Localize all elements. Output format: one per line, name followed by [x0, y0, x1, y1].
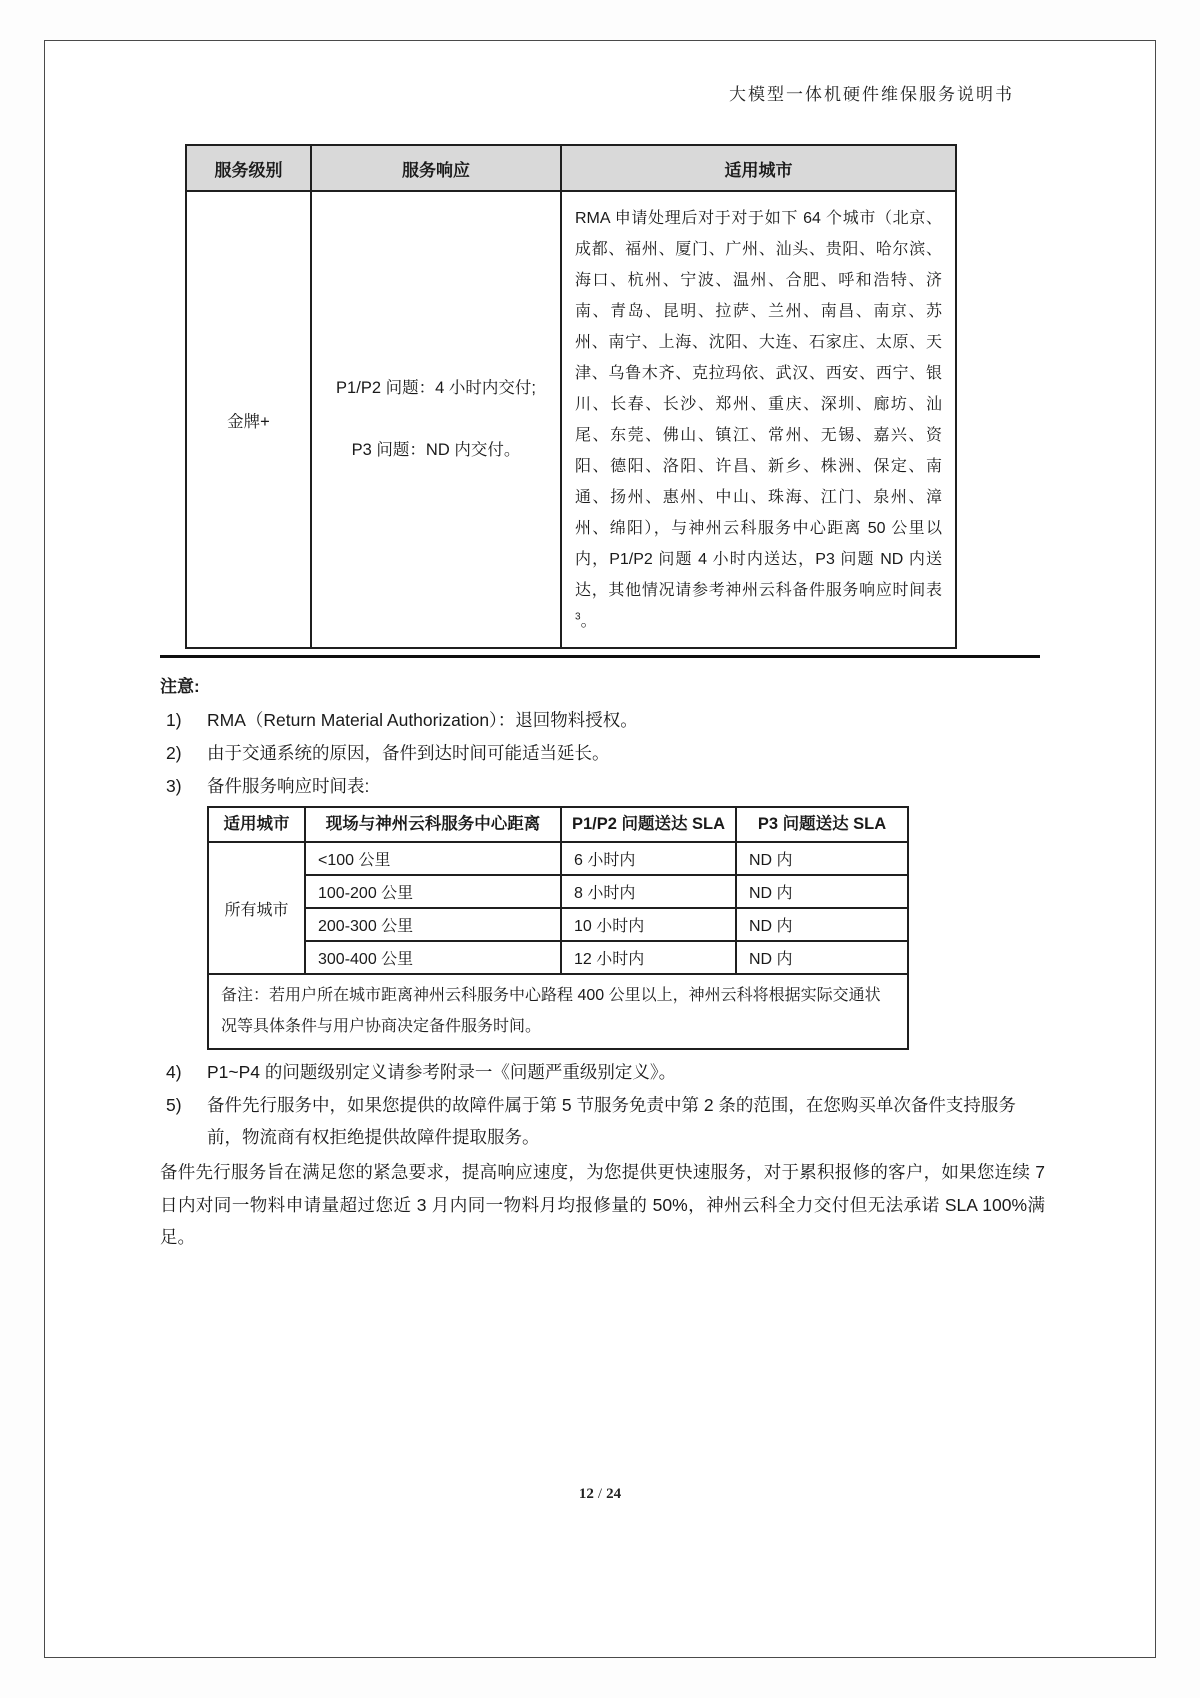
note-item-number: 5): [166, 1095, 182, 1115]
sla-p3-cell: ND 内: [736, 875, 908, 908]
service-table-header-level: 服务级别: [186, 145, 311, 191]
sla-distance-cell: <100 公里: [305, 842, 561, 875]
service-level-table: [185, 144, 957, 649]
cities-paragraph: RMA 申请处理后对于对于如下 64 个城市（北京、成都、福州、厦门、广州、汕头、贵阳、哈尔滨、海口、杭州、宁波、温州、合肥、呼和浩特、济南、青岛、昆明、拉萨、兰州、南昌、南京、苏州、南宁、上海、沈阳、大连、石家庄、太原、天津、乌鲁木齐、克拉玛依、武汉、西安、西宁、银川、长春、长沙、郑州、重庆、深圳、廊坊、汕尾、东莞、佛山、镇江、常州、无锡、嘉兴、资阳、德阳、洛阳、许昌、新乡、株洲、保定、南通、扬州、惠州、中山、珠海、江门、泉州、漳州、绵阳），与神州云科服务中心距离 50 公里以内，P1/P2 问题 4 小时内送达，P3 问题 ND 内送达，其他情况请参考神州云科备件服务响应时间表: [575, 210, 942, 599]
sla-row: [208, 908, 908, 941]
closing-paragraph: 备件先行服务旨在满足您的紧急要求，提高响应速度，为您提供更快速服务，对于累积报修的客户，如果您连续 7 日内对同一物料申请量超过您近 3 月内同一物料月均报修量的 50%，神州云科全力交付但无法承诺 SLA 100%满足。: [160, 1162, 1045, 1247]
note-item-text: 备件服务响应时间表:: [207, 776, 370, 796]
sla-city-group-cell: 所有城市: [208, 842, 305, 974]
note-item-4: [160, 1056, 1045, 1088]
sla-row: [208, 875, 908, 908]
doc-header-title: 大模型一体机硬件维保服务说明书: [729, 85, 1014, 104]
sla-p1p2-cell: 6 小时内: [561, 842, 736, 875]
sla-note-row: [208, 974, 908, 1049]
sla-distance-cell: 200-300 公里: [305, 908, 561, 941]
sla-note-text: 备注：若用户所在城市距离神州云科服务中心路程 400 公里以上，神州云科将根据实际交通状况等具体条件与用户协商决定备件服务时间。: [208, 974, 908, 1049]
section-divider-rule: [160, 655, 1040, 658]
page-number-current: 12: [578, 1486, 594, 1502]
sla-row: [208, 941, 908, 974]
note-item-1: [160, 704, 1045, 736]
note-item-number: 2): [166, 743, 182, 763]
note-item-number: 1): [166, 710, 182, 730]
sla-p1p2-cell: 10 小时内: [561, 908, 736, 941]
note-item-3: [160, 770, 1045, 802]
note-item-text: P1~P4 的问题级别定义请参考附录一《问题严重级别定义》。: [207, 1062, 677, 1082]
note-item-text: RMA（Return Material Authorization）：退回物料授权。: [207, 710, 638, 730]
sla-table-header-row: [208, 807, 908, 842]
response-p1p2-text: P1/P2 问题：4 小时内交付;: [336, 379, 536, 397]
sla-p3-cell: ND 内: [736, 842, 908, 875]
sla-distance-cell: 100-200 公里: [305, 875, 561, 908]
sla-header-p1p2: P1/P2 问题送达 SLA: [561, 807, 736, 842]
note-item-number: 4): [166, 1062, 182, 1082]
sla-distance-cell: 300-400 公里: [305, 941, 561, 974]
service-level-cell: 金牌+: [186, 191, 311, 648]
page-number-separator: /: [597, 1486, 603, 1502]
sla-p1p2-cell: 12 小时内: [561, 941, 736, 974]
sla-p3-cell: ND 内: [736, 941, 908, 974]
response-p3-text: P3 问题：ND 内交付。: [351, 441, 521, 459]
sla-row: [208, 842, 908, 875]
service-response-cell: [311, 191, 561, 648]
service-table-header-cities: 适用城市: [561, 145, 956, 191]
service-table-header-response: 服务响应: [311, 145, 561, 191]
page-number-total: 24: [606, 1486, 622, 1502]
service-table-row: [186, 191, 956, 648]
note-item-text: 备件先行服务中，如果您提供的故障件属于第 5 节服务免责中第 2 条的范围，在您购买单次备件支持服务前，物流商有权拒绝提供故障件提取服务。: [207, 1095, 1016, 1147]
sla-p3-cell: ND 内: [736, 908, 908, 941]
note-item-5: [160, 1089, 1045, 1153]
note-item-text: 由于交通系统的原因，备件到达时间可能适当延长。: [207, 743, 610, 763]
service-table-header-row: [186, 145, 956, 191]
sla-p1p2-cell: 8 小时内: [561, 875, 736, 908]
note-item-number: 3): [166, 776, 182, 796]
spare-parts-sla-table: [207, 806, 909, 1050]
notes-section: [160, 672, 1045, 1254]
sla-header-p3: P3 问题送达 SLA: [736, 807, 908, 842]
applicable-cities-cell: [561, 191, 956, 648]
page-footer: [0, 1486, 1200, 1503]
notes-title: 注意:: [160, 677, 200, 696]
footnote-superscript: 3: [575, 611, 581, 623]
cities-paragraph-end: 。: [580, 613, 597, 630]
sla-header-distance: 现场与神州云科服务中心距离: [305, 807, 561, 842]
note-item-2: [160, 737, 1045, 769]
sla-header-city: 适用城市: [208, 807, 305, 842]
